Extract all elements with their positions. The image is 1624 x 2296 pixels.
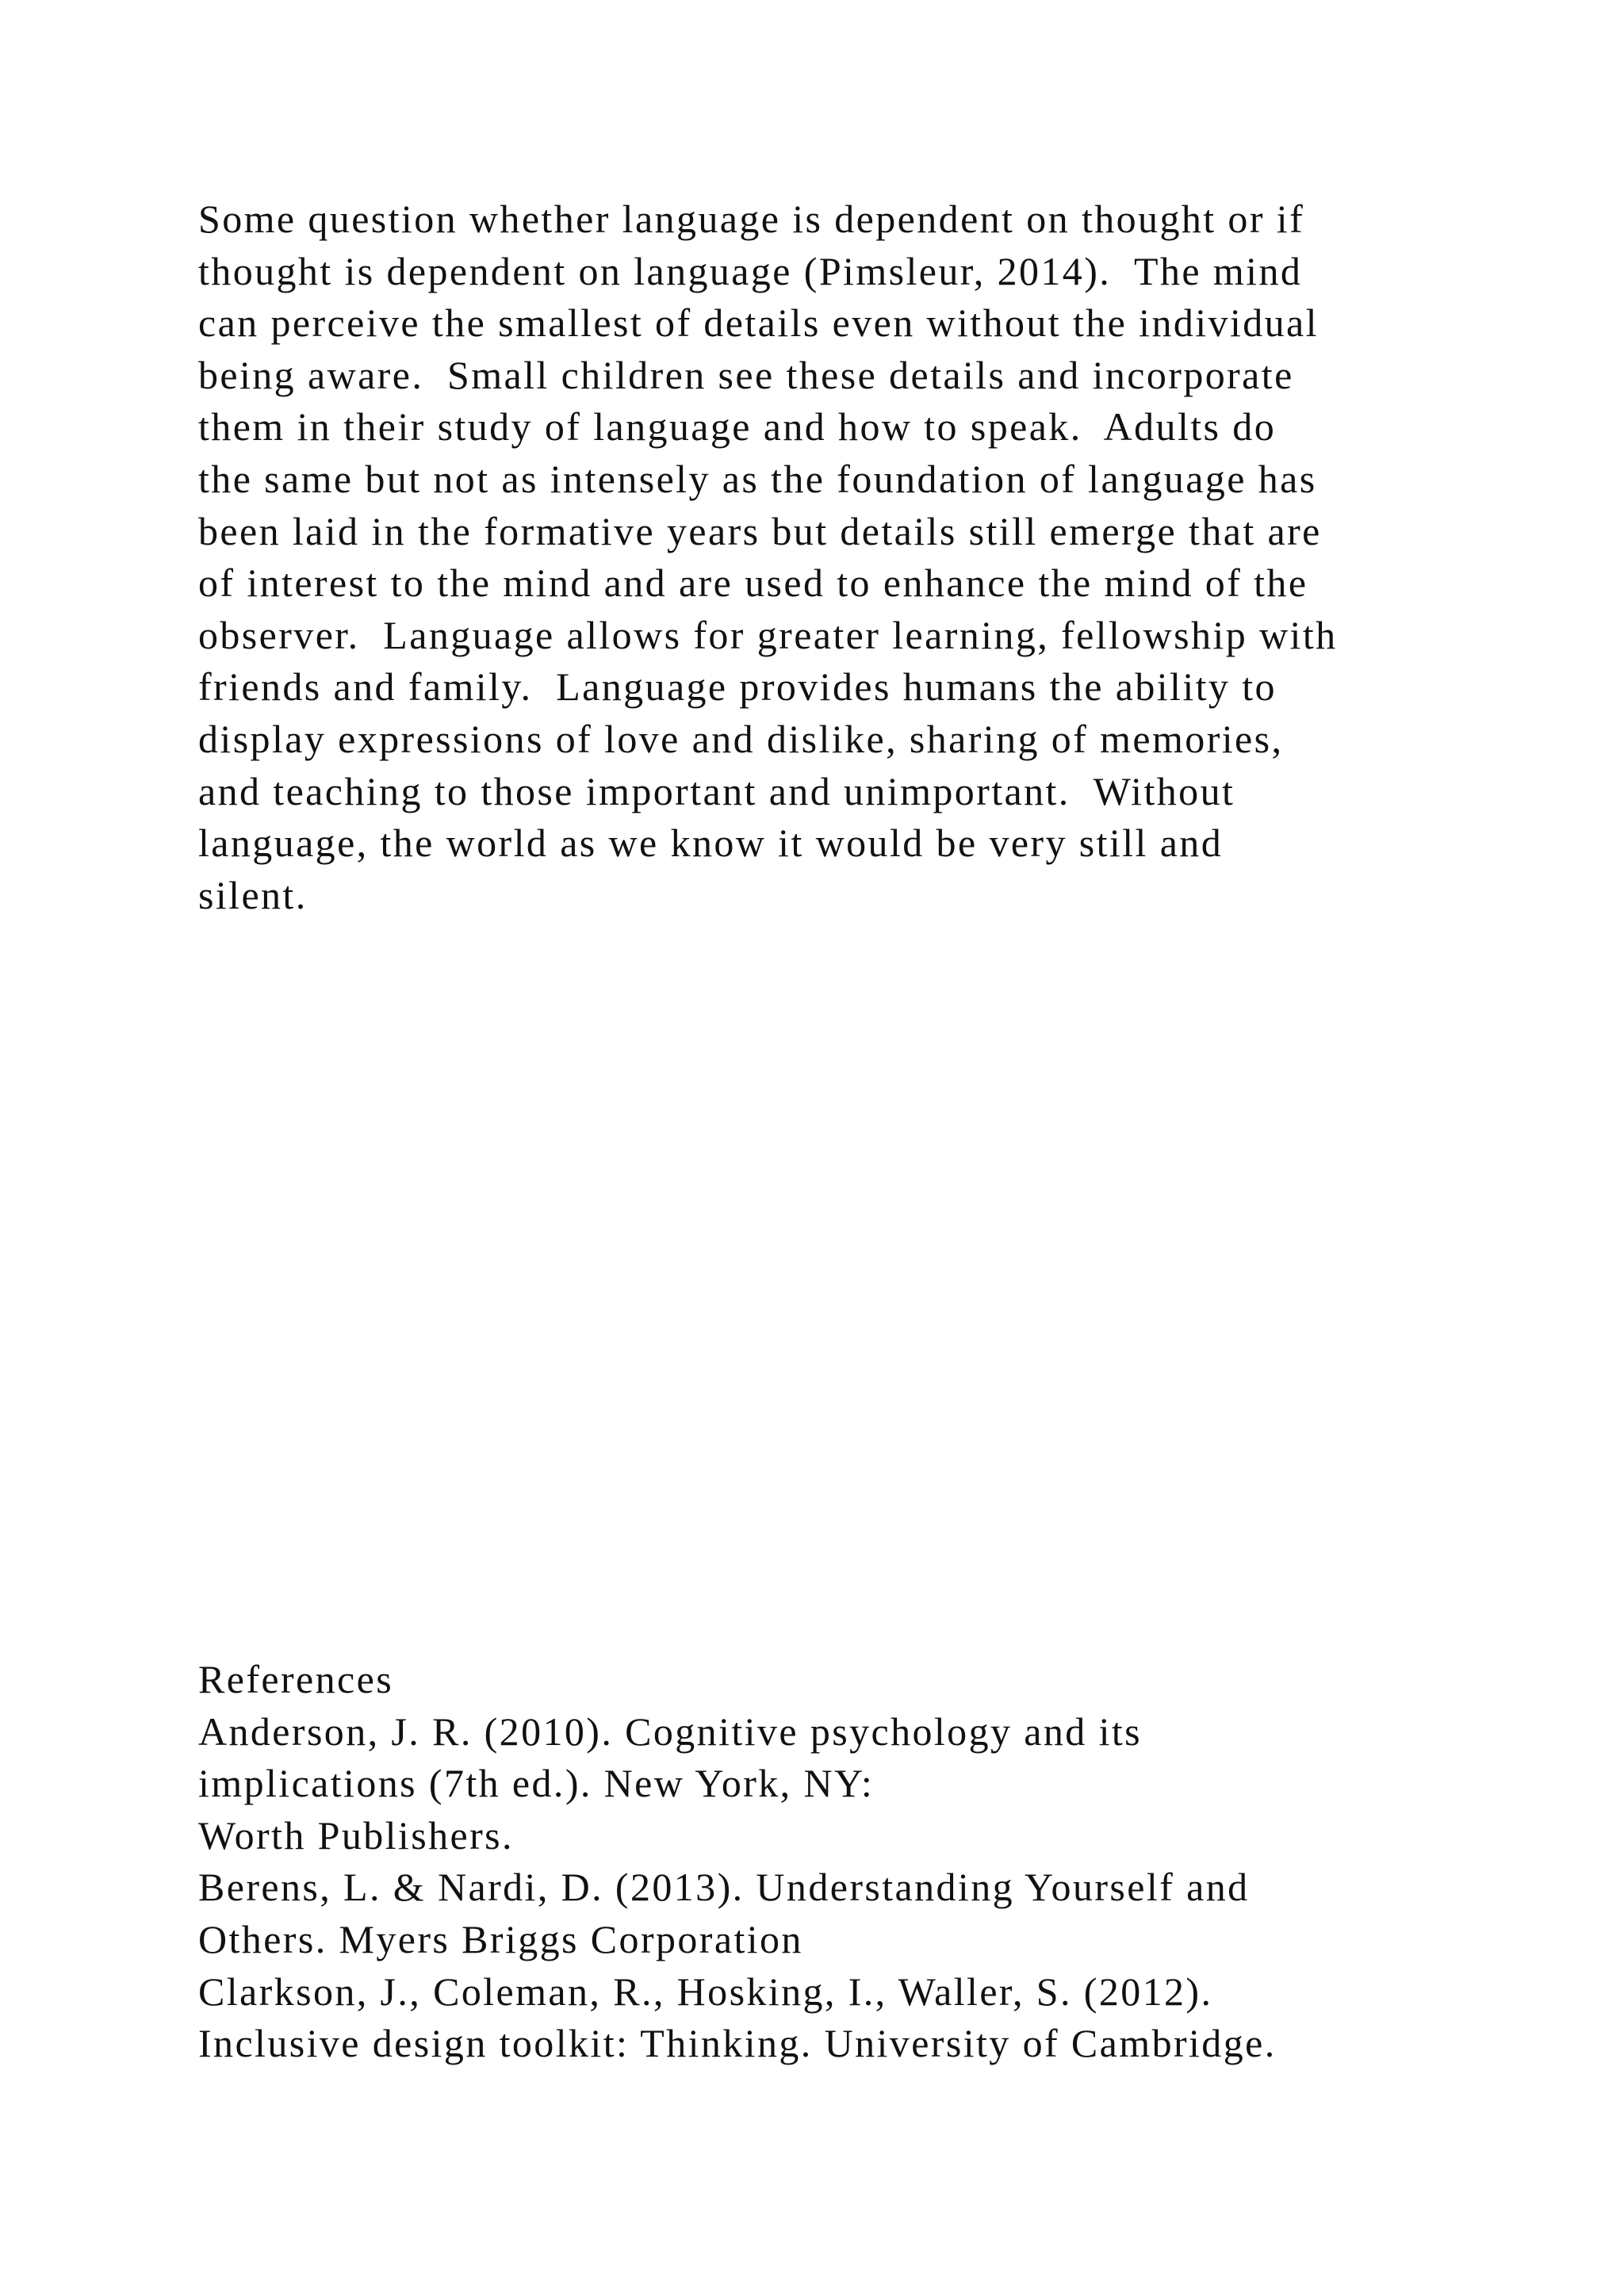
paragraph-line: of interest to the mind and are used to enhance the mind of the	[198, 561, 1308, 606]
paragraph-line: and teaching to those important and unimportant. Without	[198, 768, 1235, 813]
paragraph-line: Some question whether language is dependent on thought or if	[198, 197, 1305, 241]
paragraph-line: silent.	[198, 872, 308, 917]
reference-line: Berens, L. & Nardi, D. (2013). Understanding Yourself and	[198, 1865, 1250, 1910]
paragraph-line: the same but not as intensely as the foundation of language has	[198, 456, 1317, 501]
reference-line: Others. Myers Briggs Corporation	[198, 1916, 803, 1961]
paragraph-line: friends and family. Language provides humans the ability to	[198, 664, 1277, 710]
reference-line: Anderson, J. R. (2010). Cognitive psychology and its	[198, 1709, 1143, 1754]
reference-line: Worth Publishers.	[198, 1812, 514, 1858]
paragraph-line: them in their study of language and how to speak. Adults do	[198, 404, 1277, 450]
reference-line: implications (7th ed.). New York, NY:	[198, 1761, 875, 1806]
body-paragraph	[198, 193, 1507, 921]
reference-line: Clarkson, J., Coleman, R., Hosking, I., Waller, S. (2012).	[198, 1969, 1213, 2014]
paragraph-line: language, the world as we know it would be very still and	[198, 821, 1224, 866]
paragraph-line: being aware. Small children see these details and incorporate	[198, 352, 1294, 397]
paragraph-line: been laid in the formative years but details still emerge that are	[198, 508, 1322, 553]
paragraph-line: display expressions of love and dislike, sharing of memories,	[198, 716, 1284, 761]
reference-line: Inclusive design toolkit: Thinking. University of Cambridge.	[198, 2021, 1277, 2066]
paragraph-line: can perceive the smallest of details even without the individual	[198, 300, 1319, 346]
paragraph-line: thought is dependent on language (Pimsleur, 2014). The mind	[198, 248, 1303, 293]
references-section	[198, 1654, 1507, 2070]
paragraph-line: observer. Language allows for greater learning, fellowship with	[198, 612, 1338, 657]
references-heading: References	[198, 1657, 394, 1701]
